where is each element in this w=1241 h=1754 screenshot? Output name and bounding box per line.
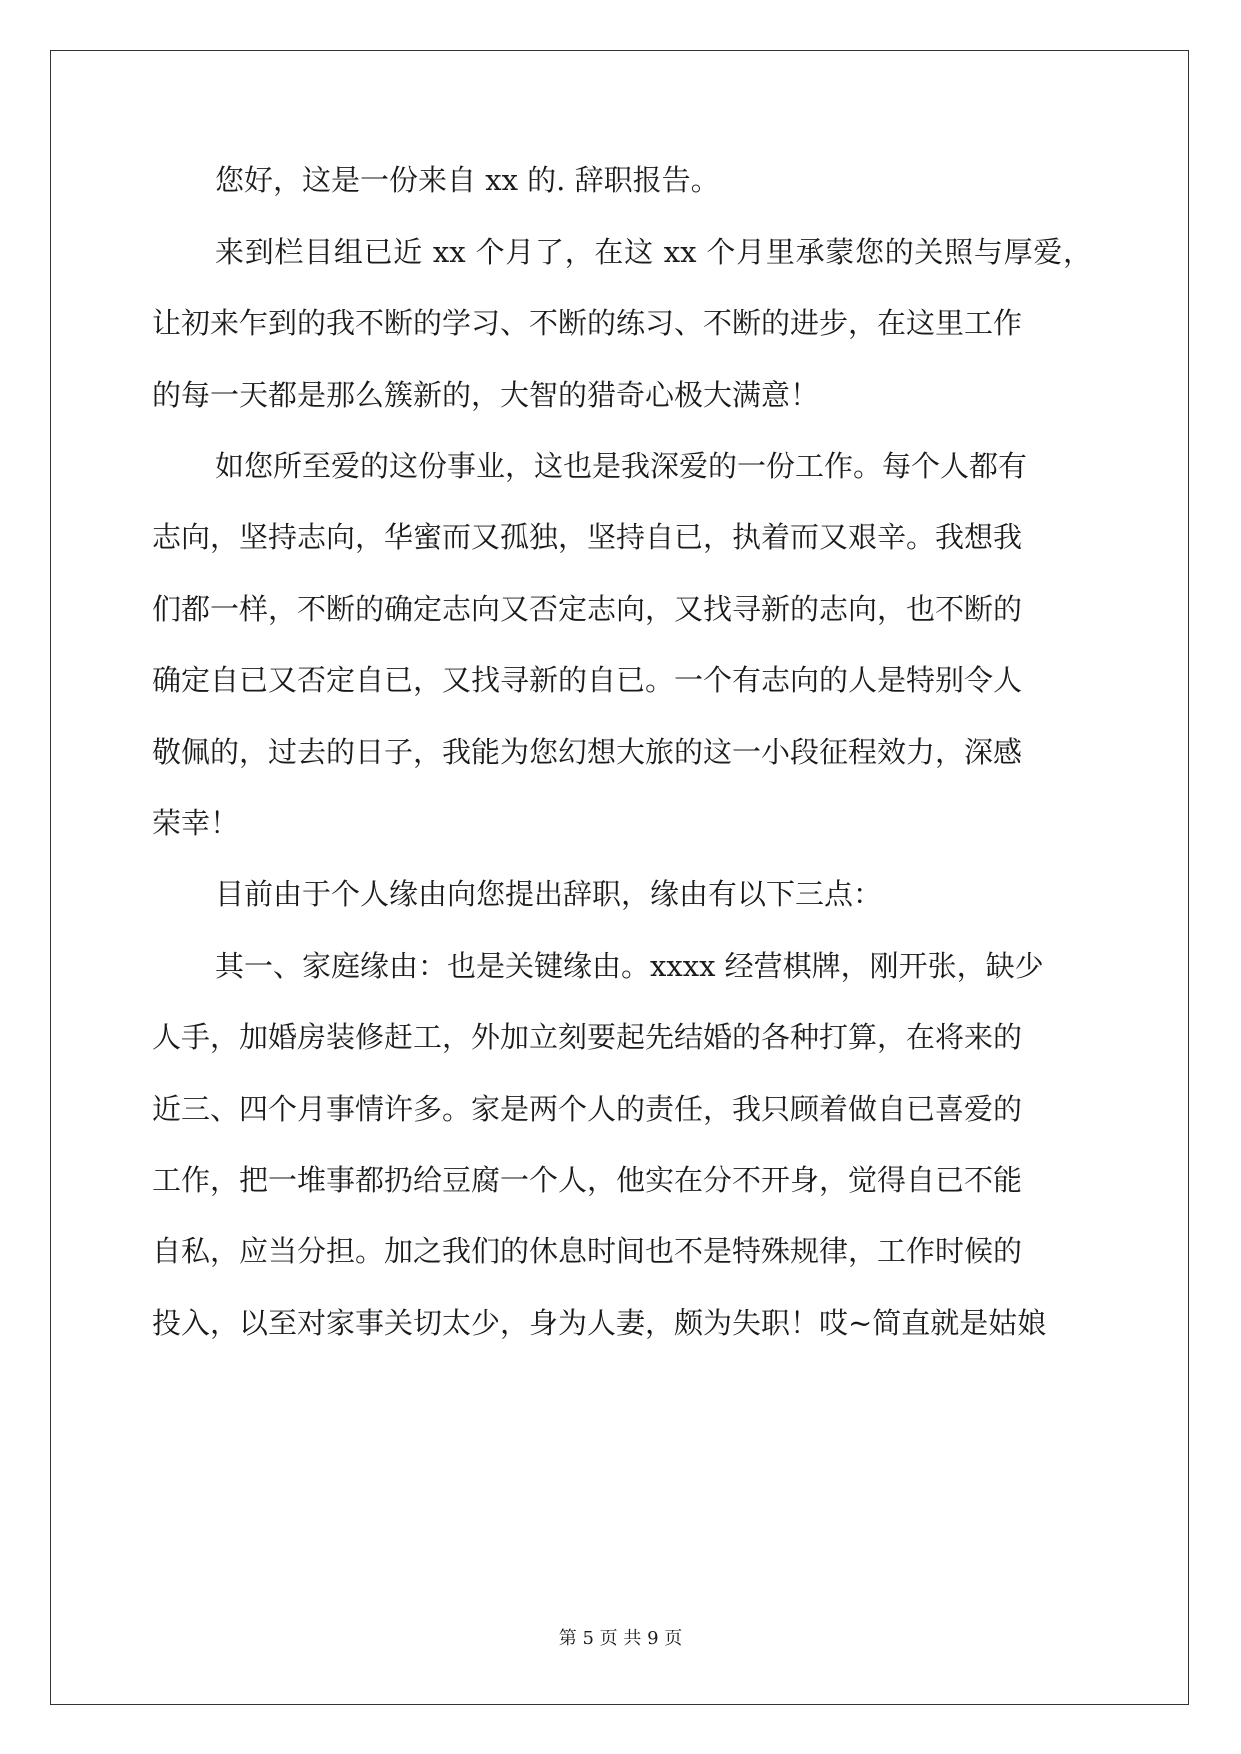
paragraph-line: 确定自已又否定自已，又找寻新的自已。一个有志向的人是特别令人 bbox=[152, 663, 1023, 697]
paragraph-line: 目前由于个人缘由向您提出辞职，缘由有以下三点： bbox=[215, 877, 883, 911]
paragraph-line: 让初来乍到的我不断的学习、不断的练习、不断的进步，在这里工作 bbox=[152, 306, 1023, 340]
paragraph-line: 的每一天都是那么簇新的，大智的猎奇心极大满意！ bbox=[152, 378, 820, 412]
paragraph-line: 投入，以至对家事关切太少，身为人妻，颇为失职！哎~简直就是姑娘 bbox=[152, 1306, 1047, 1340]
page-number-footer: 第 5 页 共 9 页 bbox=[558, 1628, 683, 1649]
paragraph-line: 其一、家庭缘由：也是关键缘由。xxxx 经营棋牌，刚开张，缺少 bbox=[215, 949, 1044, 983]
paragraph-line: 近三、四个月事情许多。家是两个人的责任，我只顾着做自已喜爱的 bbox=[152, 1092, 1023, 1126]
paragraph-line: 荣幸！ bbox=[152, 806, 240, 840]
paragraph-line: 志向，坚持志向，华蜜而又孤独，坚持自已，执着而又艰辛。我想我 bbox=[152, 520, 1023, 554]
paragraph-line: 们都一样，不断的确定志向又否定志向，又找寻新的志向，也不断的 bbox=[152, 592, 1023, 626]
paragraph-line: 您好，这是一份来自 xx 的. 辞职报告。 bbox=[215, 163, 720, 197]
paragraph-line: 敬佩的，过去的日子，我能为您幻想大旅的这一小段征程效力，深感 bbox=[152, 735, 1023, 769]
paragraph-line: 人手，加婚房装修赶工，外加立刻要起先结婚的各种打算，在将来的 bbox=[152, 1020, 1023, 1054]
paragraph-line: 自私，应当分担。加之我们的休息时间也不是特殊规律，工作时候的 bbox=[152, 1234, 1023, 1268]
paragraph-line: 来到栏目组已近 xx 个月了，在这 xx 个月里承蒙您的关照与厚爱， bbox=[215, 235, 1092, 269]
paragraph-line: 工作，把一堆事都扔给豆腐一个人，他实在分不开身，觉得自已不能 bbox=[152, 1163, 1023, 1197]
paragraph-line: 如您所至爱的这份事业，这也是我深爱的一份工作。每个人都有 bbox=[215, 449, 1028, 483]
